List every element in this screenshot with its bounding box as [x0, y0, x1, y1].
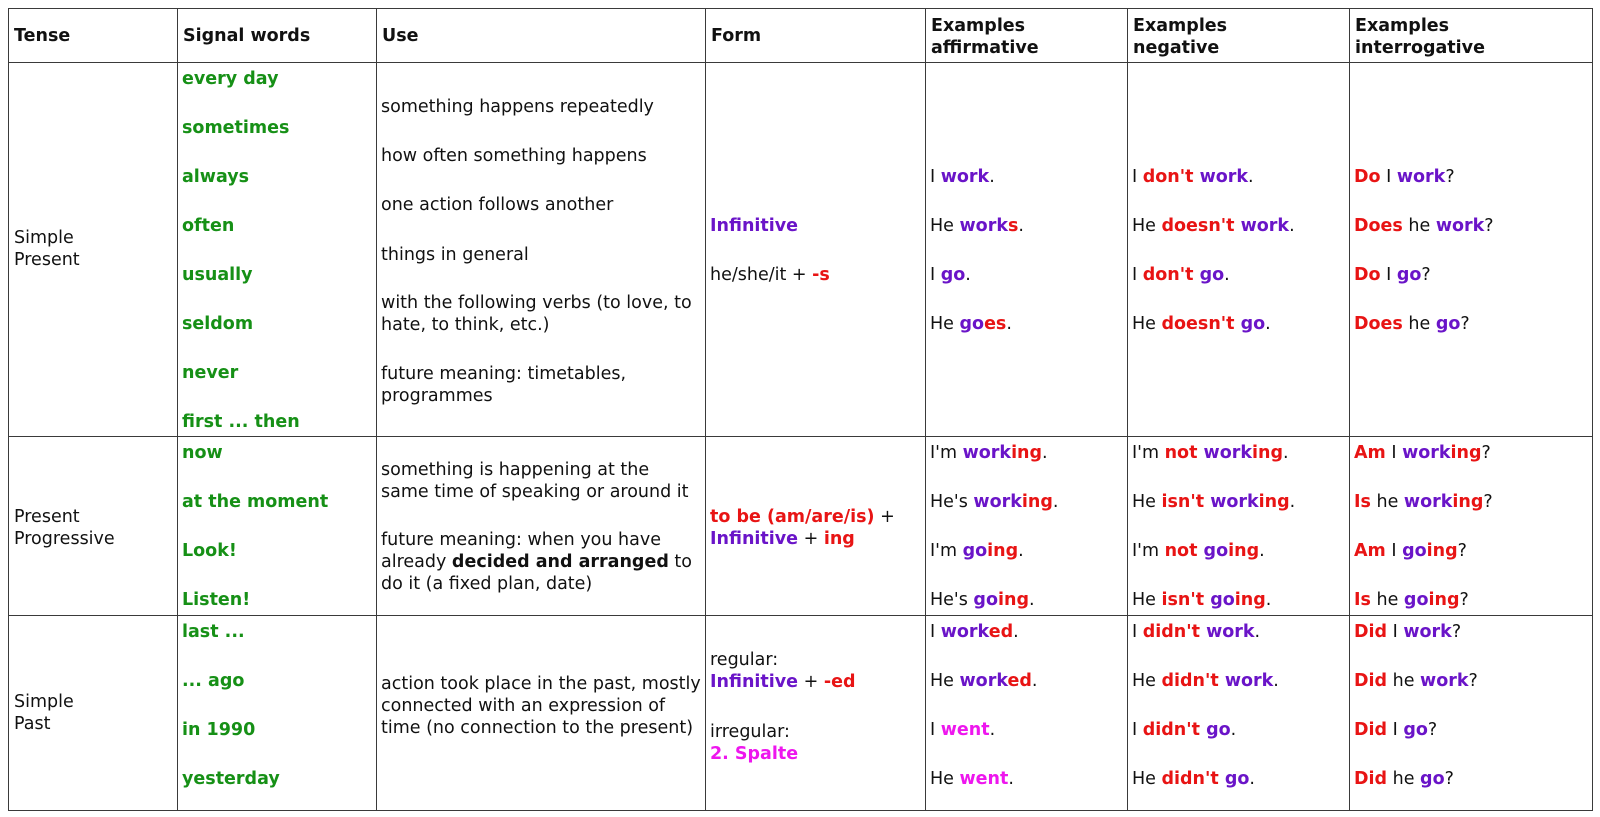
example-part: ed	[1007, 671, 1032, 691]
example-affirmative	[930, 313, 1123, 335]
tense-line: Simple	[14, 228, 74, 248]
form-text	[710, 506, 921, 528]
example-affirmative	[930, 215, 1123, 237]
example-part: ing	[1021, 492, 1053, 512]
simple-present-interrogative-cell	[1349, 62, 1593, 437]
use-part: to do it (a fixed plan, date)	[381, 552, 692, 594]
example-part: not	[1164, 541, 1204, 561]
header-int-line2: interrogative	[1355, 38, 1485, 58]
example-part: He	[930, 769, 960, 789]
example-part: I	[930, 720, 941, 740]
example-affirmative	[930, 768, 1123, 790]
header-tense-label: Tense	[14, 25, 71, 46]
example-part: Is	[1354, 590, 1371, 610]
example-part: Did	[1354, 769, 1388, 789]
header-neg-line2: negative	[1133, 38, 1220, 58]
example-part: I	[1387, 720, 1404, 740]
example-part: I	[1132, 622, 1143, 642]
example-affirmative	[930, 621, 1123, 643]
example-part: ed	[988, 622, 1014, 642]
example-part: He's	[930, 492, 974, 512]
example-part: ing	[1011, 443, 1043, 463]
example-part: he	[1387, 671, 1421, 691]
example-part: He	[1132, 769, 1162, 789]
example-part: He	[1132, 671, 1162, 691]
example-part: go	[1224, 769, 1250, 789]
tense-line: Simple	[14, 692, 74, 712]
example-part: Am	[1354, 541, 1386, 561]
example-part: didn't	[1142, 720, 1207, 740]
example-affirmative	[930, 166, 1123, 188]
example-part: .	[1248, 167, 1254, 187]
example-part: ?	[1457, 541, 1467, 561]
example-part: Am	[1354, 443, 1386, 463]
example-part: work	[1402, 443, 1451, 463]
example-part: go	[959, 314, 985, 334]
signal-word: last ...	[182, 622, 245, 642]
present-progressive-negative-cell	[1127, 436, 1350, 616]
example-part: I	[1385, 541, 1403, 561]
form-part: +	[798, 672, 824, 692]
present-progressive-use-cell	[376, 436, 706, 616]
simple-present-signal-cell	[177, 62, 377, 437]
example-negative	[1132, 215, 1345, 237]
use-text: how often something happens	[381, 146, 647, 166]
signal-word: first ... then	[182, 412, 300, 432]
example-part: I	[1132, 265, 1143, 285]
example-part: ?	[1451, 622, 1462, 642]
example-negative	[1132, 442, 1345, 464]
signal-word: sometimes	[182, 118, 290, 138]
example-part: .	[1013, 622, 1019, 642]
example-part: He's	[930, 590, 974, 610]
header-form-label: Form	[711, 25, 762, 46]
example-part: don't	[1142, 167, 1200, 187]
use-text-line: future meaning: timetables,	[381, 364, 627, 384]
example-negative	[1132, 670, 1345, 692]
example-part: work	[959, 671, 1008, 691]
example-part: went	[940, 720, 990, 740]
example-part: ing	[1428, 590, 1460, 610]
example-part: He	[930, 216, 960, 236]
form-part: he/she/it +	[710, 265, 813, 285]
example-part: went	[959, 769, 1009, 789]
header-int-line1: Examples	[1355, 16, 1450, 36]
tense-line: Present	[14, 250, 80, 270]
example-interrogative	[1354, 313, 1588, 335]
example-part: work	[1435, 216, 1485, 236]
example-part: work	[1203, 443, 1253, 463]
example-part: doesn't	[1161, 216, 1241, 236]
tense-line: Progressive	[14, 529, 115, 549]
form-text	[710, 528, 921, 550]
example-part: .	[1254, 622, 1261, 642]
example-part: go	[973, 590, 998, 610]
present-progressive-signal-cell	[177, 436, 377, 616]
example-interrogative	[1354, 719, 1588, 741]
example-part: ?	[1459, 590, 1469, 610]
example-interrogative	[1354, 768, 1588, 790]
example-part: don't	[1142, 265, 1200, 285]
use-text: things in general	[381, 245, 529, 265]
simple-past-interrogative-cell	[1349, 615, 1593, 811]
example-part: I'm	[1132, 443, 1165, 463]
use-part: future meaning: when you have already	[381, 530, 661, 572]
example-part: go	[940, 265, 966, 285]
example-part: I	[1132, 720, 1143, 740]
form-part: regular:	[710, 650, 779, 670]
example-part: not	[1164, 443, 1204, 463]
example-negative	[1132, 540, 1345, 562]
example-part: He	[930, 671, 960, 691]
simple-present-form-cell	[705, 62, 926, 437]
example-part: ?	[1427, 720, 1438, 740]
example-part: .	[1018, 541, 1024, 561]
example-interrogative	[1354, 264, 1588, 286]
tenses-table	[8, 8, 1593, 811]
example-negative	[1132, 166, 1345, 188]
example-part: He	[1132, 590, 1162, 610]
form-part: -ed	[823, 672, 856, 692]
signal-word: ... ago	[182, 671, 245, 691]
present-progressive-affirmative-cell	[925, 436, 1128, 616]
tense-name	[14, 691, 173, 735]
example-part: .	[1283, 443, 1289, 463]
form-text	[710, 649, 921, 671]
tense-line: Present	[14, 507, 80, 527]
example-part: work	[1396, 167, 1446, 187]
signal-word: in 1990	[182, 720, 256, 740]
signal-word: every day	[182, 69, 279, 89]
example-part: work	[1403, 622, 1452, 642]
simple-past-affirmative-cell	[925, 615, 1128, 811]
simple-past-tense-cell	[8, 615, 178, 811]
example-part: ing	[1228, 541, 1260, 561]
example-part: .	[1249, 769, 1255, 789]
example-part: go	[1403, 590, 1429, 610]
use-text-line: with the following verbs (to love, to	[381, 293, 692, 313]
form-part: Infinitive	[710, 529, 799, 549]
example-part: .	[1224, 265, 1230, 285]
header-signal-words	[177, 8, 377, 63]
example-part: I'm	[930, 541, 963, 561]
example-part: go	[1402, 541, 1427, 561]
form-part: +	[874, 507, 895, 527]
form-text	[710, 215, 921, 237]
example-part: .	[965, 265, 971, 285]
example-part: work	[1199, 167, 1249, 187]
signal-word: now	[182, 443, 223, 463]
example-part: ing	[987, 541, 1019, 561]
example-part: .	[1006, 314, 1012, 334]
example-interrogative	[1354, 215, 1588, 237]
example-part: he	[1402, 216, 1436, 236]
signal-word: Look!	[182, 541, 237, 561]
use-text-line: programmes	[381, 386, 493, 406]
form-part: -s	[812, 265, 830, 285]
example-part: .	[1259, 541, 1265, 561]
example-interrogative	[1354, 491, 1588, 513]
example-negative	[1132, 719, 1345, 741]
example-part: Did	[1354, 671, 1388, 691]
example-part: Is	[1354, 492, 1371, 512]
use-text-line: hate, to think, etc.)	[381, 315, 550, 335]
example-part: work	[959, 216, 1008, 236]
example-part: I	[1132, 167, 1143, 187]
simple-present-use-cell	[376, 62, 706, 437]
header-neg-line1: Examples	[1133, 16, 1228, 36]
example-negative	[1132, 621, 1345, 643]
example-part: .	[1273, 671, 1279, 691]
example-part: .	[1018, 216, 1024, 236]
example-part: .	[1289, 492, 1296, 512]
example-part: ing	[1258, 492, 1290, 512]
example-part: ?	[1460, 314, 1470, 334]
example-part: doesn't	[1161, 314, 1241, 334]
example-negative	[1132, 264, 1345, 286]
example-interrogative	[1354, 670, 1588, 692]
example-interrogative	[1354, 589, 1588, 611]
example-part: .	[1028, 590, 1035, 610]
example-part: I	[1385, 443, 1403, 463]
example-part: isn't	[1161, 492, 1211, 512]
example-part: .	[1265, 590, 1272, 610]
example-part: ing	[997, 590, 1029, 610]
example-affirmative	[930, 589, 1123, 611]
example-part: ?	[1445, 167, 1455, 187]
example-part: ing	[1234, 590, 1266, 610]
example-affirmative	[930, 264, 1123, 286]
example-part: go	[1210, 590, 1235, 610]
example-affirmative	[930, 442, 1123, 464]
example-part: work	[973, 492, 1022, 512]
example-part: .	[1031, 671, 1038, 691]
example-negative	[1132, 589, 1345, 611]
tense-name	[14, 227, 173, 271]
simple-present-negative-cell	[1127, 62, 1350, 437]
example-part: work	[940, 622, 989, 642]
form-text	[710, 264, 921, 286]
example-part: .	[1265, 314, 1271, 334]
signal-word: often	[182, 216, 235, 236]
use-part: something is happening at the same time of speaking or around it	[381, 460, 689, 502]
example-part: ?	[1484, 216, 1494, 236]
example-part: he	[1370, 492, 1404, 512]
use-text: something happens repeatedly	[381, 97, 654, 117]
example-part: .	[989, 720, 996, 740]
present-progressive-form-cell	[705, 436, 926, 616]
example-part: he	[1370, 590, 1404, 610]
header-examples-interrogative	[1349, 8, 1593, 63]
header-examples-affirmative	[925, 8, 1128, 63]
form-part: 2. Spalte	[710, 744, 799, 764]
example-part: I	[1380, 265, 1397, 285]
use-text	[381, 459, 701, 503]
example-part: He	[1132, 314, 1162, 334]
example-part: ?	[1481, 443, 1491, 463]
signal-word: seldom	[182, 314, 254, 334]
example-part: .	[1042, 443, 1048, 463]
simple-present-tense-cell	[8, 62, 178, 437]
example-affirmative	[930, 719, 1123, 741]
form-part: ing	[823, 529, 855, 549]
example-part: work	[1403, 492, 1453, 512]
header-aff-line2: affirmative	[931, 38, 1039, 58]
example-interrogative	[1354, 442, 1588, 464]
example-part: I	[1387, 622, 1404, 642]
example-part: .	[1008, 769, 1014, 789]
example-part: I	[930, 167, 941, 187]
example-interrogative	[1354, 621, 1588, 643]
example-part: didn't	[1161, 769, 1225, 789]
example-part: work	[1420, 671, 1469, 691]
example-part: I'm	[1132, 541, 1165, 561]
example-part: ing	[1252, 443, 1283, 463]
form-text	[710, 671, 921, 693]
example-part: Does	[1354, 216, 1403, 236]
signal-word: yesterday	[182, 769, 280, 789]
example-affirmative	[930, 670, 1123, 692]
example-part: didn't	[1142, 622, 1207, 642]
example-interrogative	[1354, 540, 1588, 562]
example-part: He	[1132, 216, 1162, 236]
example-part: I	[930, 622, 941, 642]
example-part: .	[989, 167, 995, 187]
use-part-emphasis: decided and arranged	[451, 552, 669, 572]
example-part: ing	[1450, 443, 1482, 463]
example-part: He	[1132, 492, 1162, 512]
use-part: action took place in the past, mostly connected with an expression of time (no connection to the present)	[381, 674, 701, 738]
simple-past-use-cell	[376, 615, 706, 811]
example-part: go	[1240, 314, 1266, 334]
signal-word: at the moment	[182, 492, 329, 512]
example-part: go	[1420, 769, 1445, 789]
form-part: Infinitive	[710, 672, 799, 692]
example-part: go	[962, 541, 988, 561]
example-part: go	[1203, 541, 1229, 561]
example-affirmative	[930, 491, 1123, 513]
example-negative	[1132, 491, 1345, 513]
signal-word: never	[182, 363, 239, 383]
example-part: he	[1402, 314, 1436, 334]
example-part: .	[1289, 216, 1295, 236]
tense-name	[14, 506, 173, 550]
example-part: I	[930, 265, 941, 285]
present-progressive-interrogative-cell	[1349, 436, 1593, 616]
example-part: work	[1240, 216, 1290, 236]
use-text	[381, 529, 701, 595]
example-affirmative	[930, 540, 1123, 562]
example-part: isn't	[1161, 590, 1211, 610]
present-progressive-tense-cell	[8, 436, 178, 616]
example-part: ?	[1421, 265, 1431, 285]
example-part: He	[930, 314, 960, 334]
use-text	[381, 363, 701, 407]
example-part: didn't	[1161, 671, 1225, 691]
form-text	[710, 743, 921, 765]
example-part: .	[1052, 492, 1059, 512]
example-part: work	[962, 443, 1012, 463]
header-examples-negative	[1127, 8, 1350, 63]
example-part: go	[1396, 265, 1422, 285]
form-part: to be (am/are/is)	[710, 507, 875, 527]
use-text: one action follows another	[381, 195, 614, 215]
example-part: go	[1206, 720, 1231, 740]
example-part: work	[1210, 492, 1259, 512]
use-text	[381, 292, 701, 336]
example-part: es	[984, 314, 1007, 334]
signal-word: always	[182, 167, 250, 187]
example-part: ing	[1426, 541, 1458, 561]
simple-present-affirmative-cell	[925, 62, 1128, 437]
example-part: work	[1224, 671, 1274, 691]
signal-word: usually	[182, 265, 253, 285]
example-part: ?	[1444, 769, 1454, 789]
example-part: Did	[1354, 720, 1388, 740]
example-part: go	[1199, 265, 1225, 285]
example-part: go	[1435, 314, 1461, 334]
example-part: go	[1403, 720, 1428, 740]
use-text	[381, 673, 701, 739]
example-part: I	[1380, 167, 1397, 187]
example-part: ?	[1468, 671, 1478, 691]
header-tense	[8, 8, 178, 63]
header-use-label: Use	[382, 25, 419, 46]
example-part: Do	[1354, 167, 1381, 187]
example-part: work	[1206, 622, 1255, 642]
example-interrogative	[1354, 166, 1588, 188]
example-part: Does	[1354, 314, 1403, 334]
signal-word: Listen!	[182, 590, 251, 610]
example-negative	[1132, 768, 1345, 790]
tense-line: Past	[14, 714, 51, 734]
example-negative	[1132, 313, 1345, 335]
example-part: work	[940, 167, 990, 187]
simple-past-negative-cell	[1127, 615, 1350, 811]
example-part: Do	[1354, 265, 1381, 285]
header-signal-label: Signal words	[183, 25, 311, 46]
example-part: ?	[1483, 492, 1493, 512]
example-part: .	[1230, 720, 1237, 740]
form-part: Infinitive	[710, 216, 799, 236]
form-part: irregular:	[710, 722, 790, 742]
example-part: he	[1387, 769, 1421, 789]
example-part: ing	[1452, 492, 1484, 512]
form-part: +	[798, 529, 824, 549]
header-form	[705, 8, 926, 63]
header-aff-line1: Examples	[931, 16, 1026, 36]
simple-past-form-cell	[705, 615, 926, 811]
simple-past-signal-cell	[177, 615, 377, 811]
header-use	[376, 8, 706, 63]
example-part: Did	[1354, 622, 1388, 642]
form-text	[710, 721, 921, 743]
example-part: s	[1007, 216, 1019, 236]
example-part: I'm	[930, 443, 963, 463]
